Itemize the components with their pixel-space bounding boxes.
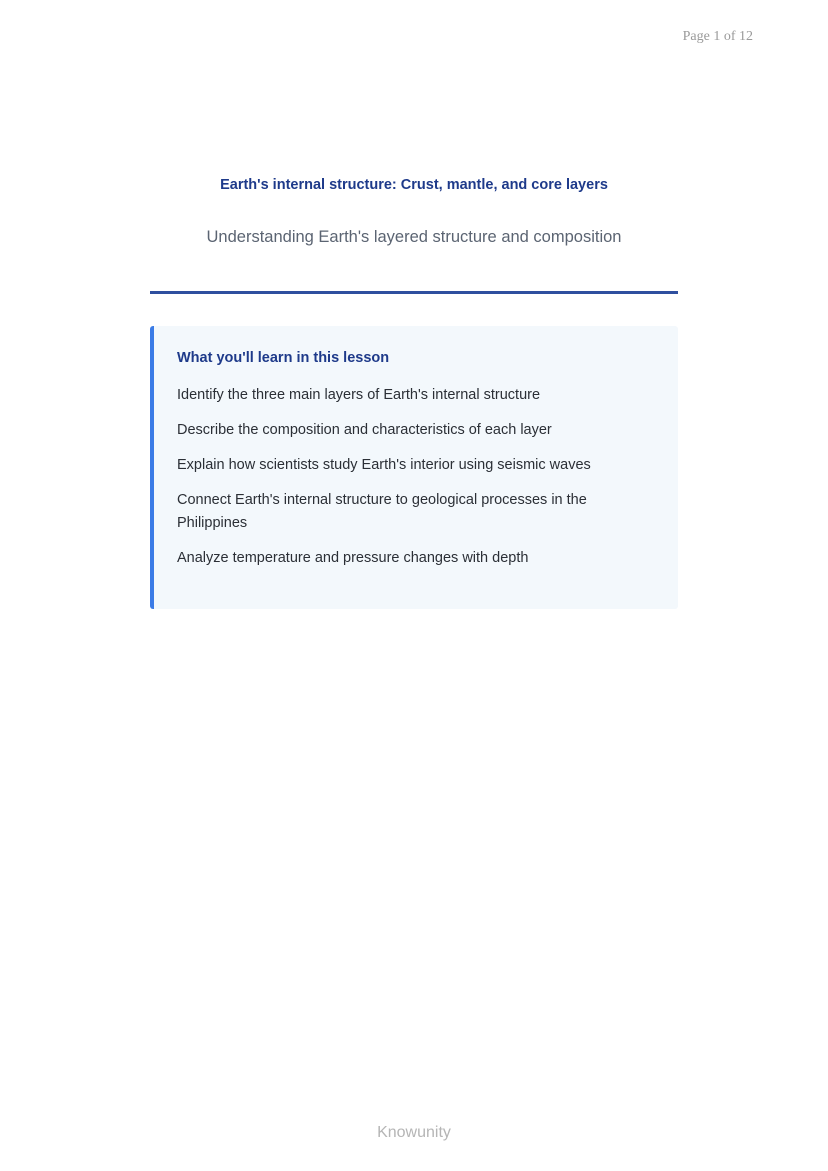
page-number: Page 1 of 12 bbox=[682, 29, 753, 44]
document-title: Earth's internal structure: Crust, mantle, and core layers bbox=[220, 177, 608, 193]
document-subtitle: Understanding Earth's layered structure and composition bbox=[206, 228, 622, 246]
learning-objectives-box bbox=[150, 326, 678, 609]
objective-item: Explain how scientists study Earth's interior using seismic waves bbox=[177, 457, 591, 473]
objectives-heading: What you'll learn in this lesson bbox=[177, 350, 390, 366]
objectives-list bbox=[177, 384, 638, 570]
title-divider bbox=[150, 291, 678, 294]
footer-brand: Knowunity bbox=[377, 1124, 451, 1141]
objective-item: Identify the three main layers of Earth's internal structure bbox=[177, 387, 541, 403]
objective-item: Connect Earth's internal structure to geological processes in the Philippines bbox=[177, 492, 587, 531]
objective-item: Analyze temperature and pressure changes with depth bbox=[177, 550, 529, 566]
objective-item: Describe the composition and characteristics of each layer bbox=[177, 422, 552, 438]
